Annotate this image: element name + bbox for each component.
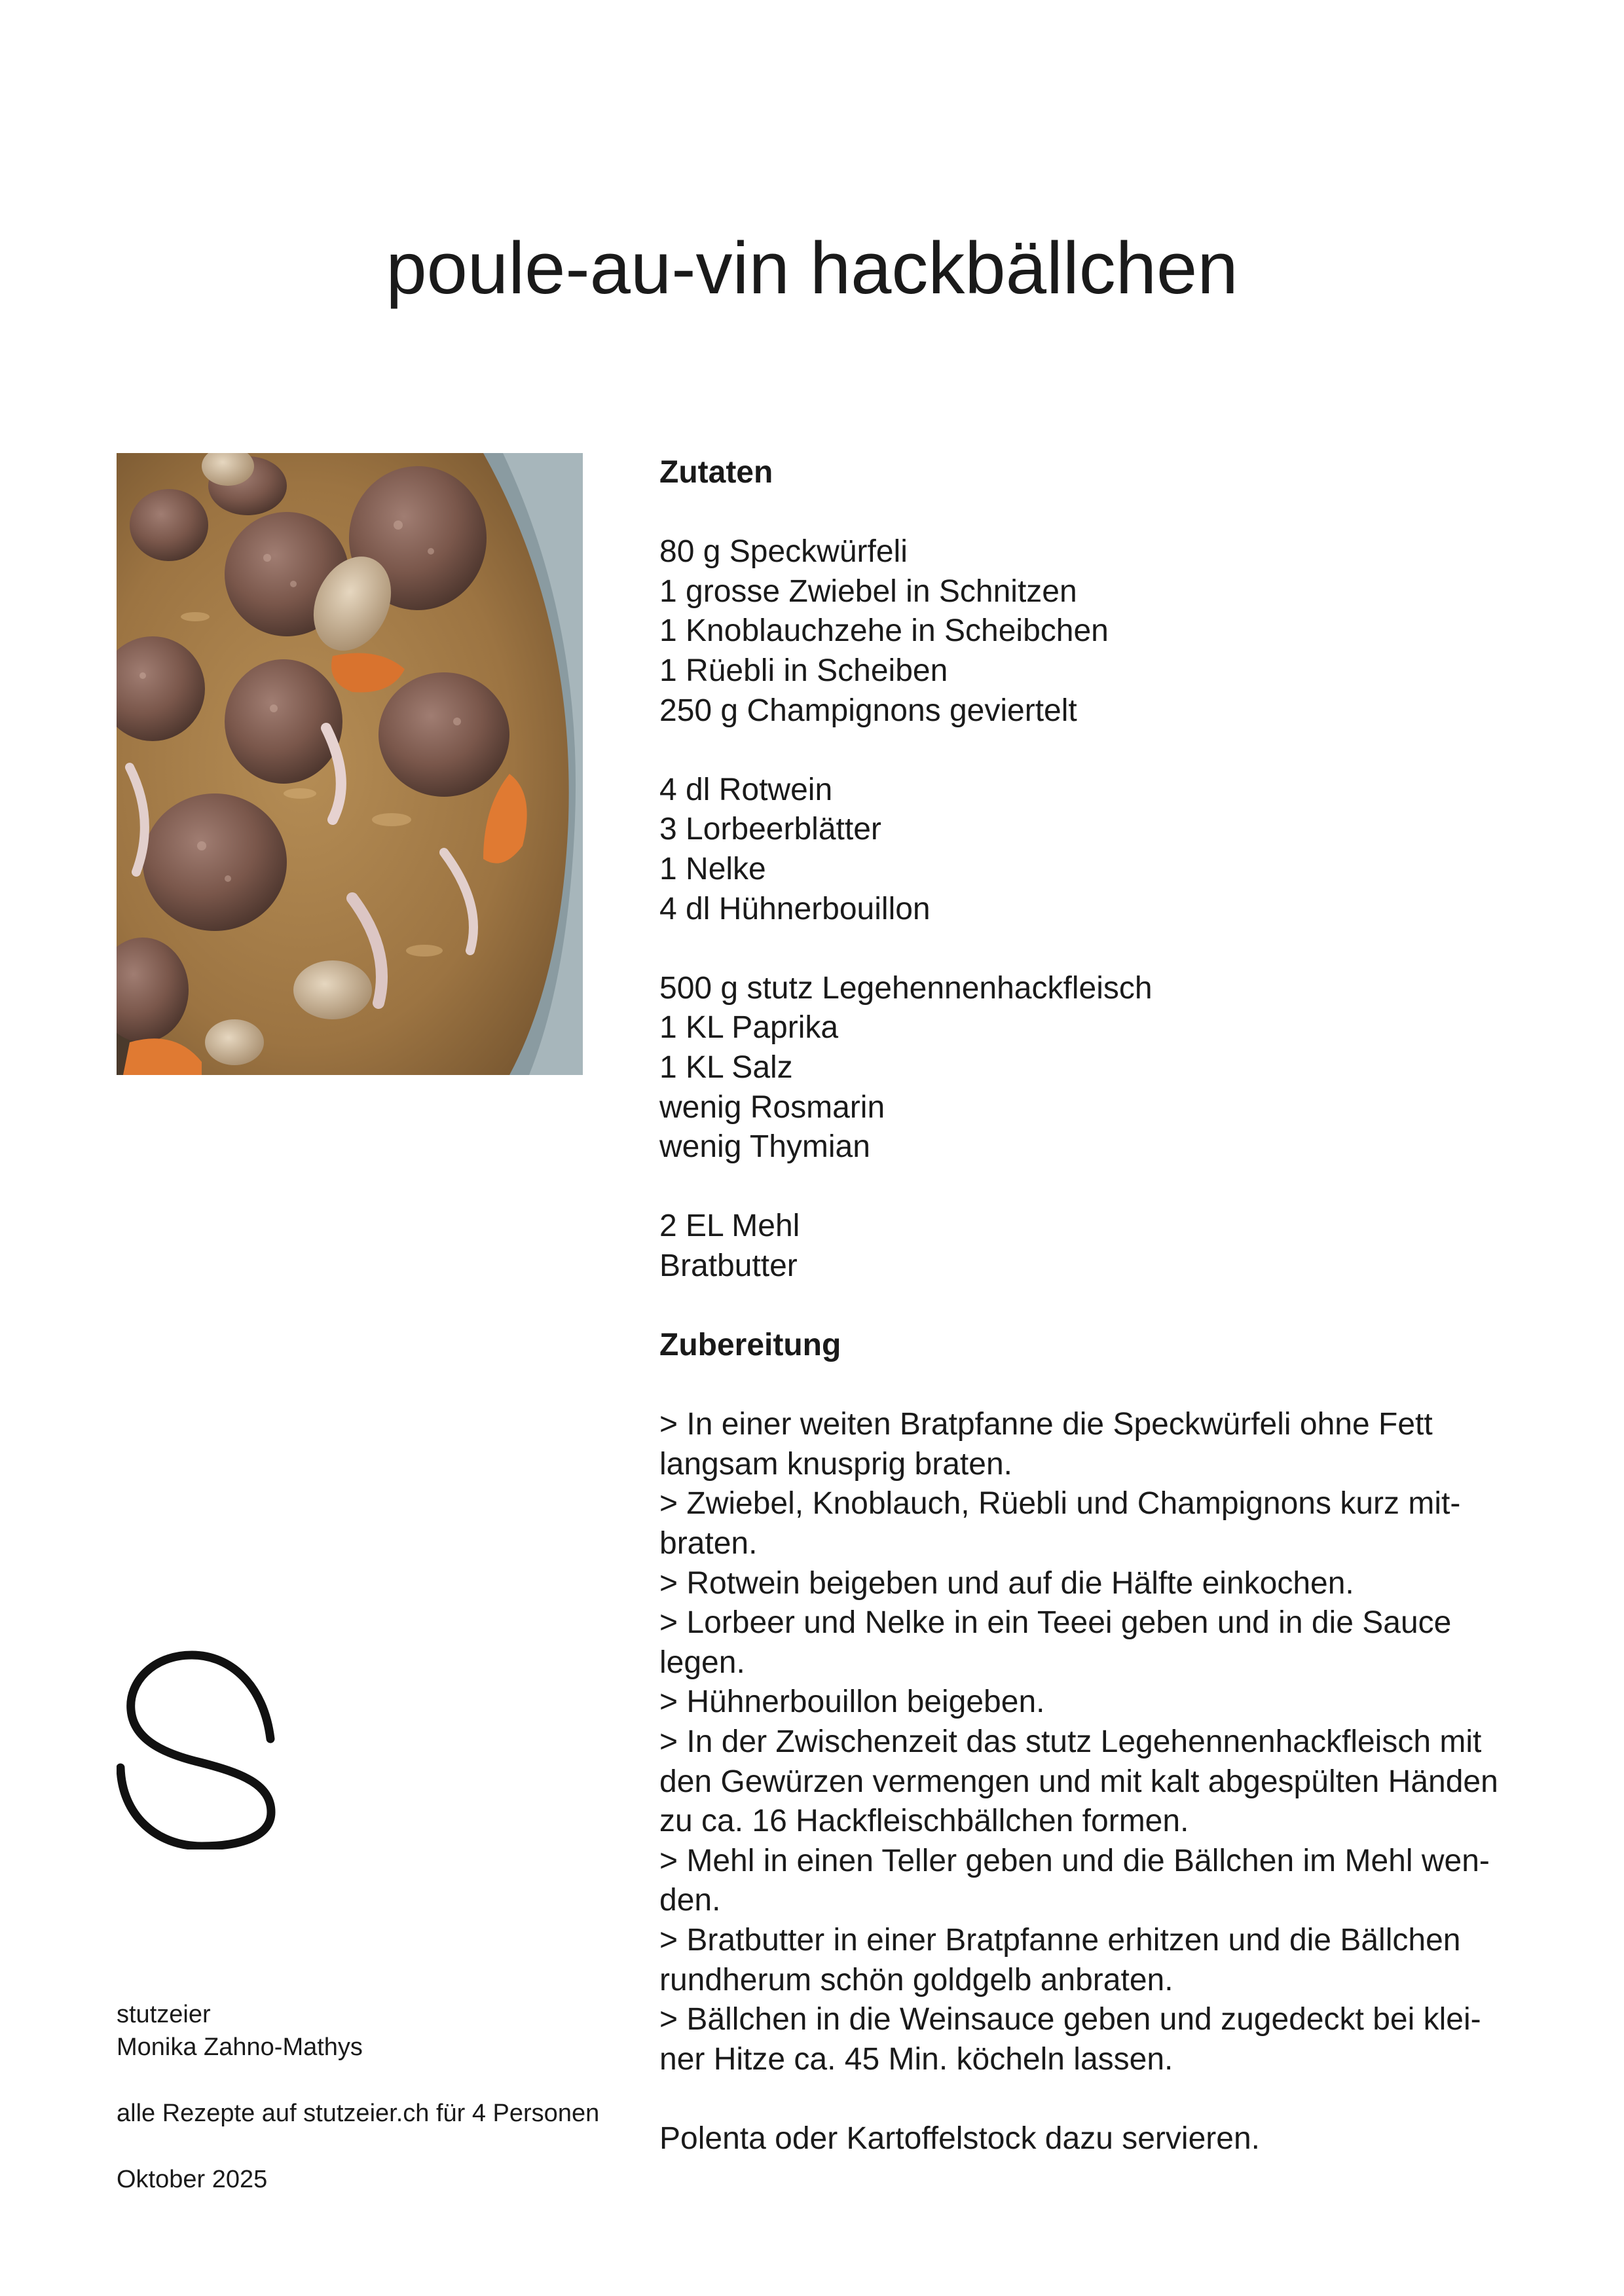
ingredient-item: 4 dl Rotwein bbox=[659, 772, 833, 807]
preparation-line: > Lorbeer und Nelke in ein Teeei geben und in die Sauce bbox=[659, 1605, 1452, 1641]
ingredient-item: 3 Lorbeerblätter bbox=[659, 812, 881, 847]
preparation-line: > Mehl in einen Teller geben und die Bällchen im Mehl wen- bbox=[659, 1843, 1490, 1878]
preparation-line: rundherum schön goldgelb anbraten. bbox=[659, 1962, 1173, 1997]
recipe-title: poule-au-vin hackbällchen bbox=[386, 227, 1238, 309]
footer bbox=[117, 1998, 599, 2196]
ingredient-item: 80 g Speckwürfeli bbox=[659, 534, 908, 570]
preparation-line: > Bratbutter in einer Bratpfanne erhitzen und die Bällchen bbox=[659, 1922, 1461, 1958]
preparation-line: den. bbox=[659, 1883, 721, 1918]
preparation-steps bbox=[659, 1405, 1537, 2079]
meatballs-photo-illustration bbox=[117, 453, 583, 1075]
ingredient-item: 2 EL Mehl bbox=[659, 1209, 800, 1244]
footer-date: Oktober 2025 bbox=[117, 2166, 268, 2193]
recipe-content bbox=[659, 453, 1537, 2159]
ingredients-list bbox=[659, 532, 1537, 1286]
preparation-line: > Bällchen in die Weinsauce geben und zugedeckt bei klei- bbox=[659, 2002, 1481, 2037]
preparation-line: > In einer weiten Bratpfanne die Speckwürfeli ohne Fett bbox=[659, 1407, 1433, 1442]
recipe-photo bbox=[117, 453, 583, 1075]
ingredient-item: wenig Thymian bbox=[659, 1129, 870, 1165]
ingredient-item: 1 KL Salz bbox=[659, 1049, 793, 1085]
preparation-line: > Hühnerbouillon beigeben. bbox=[659, 1685, 1045, 1720]
ingredient-item: wenig Rosmarin bbox=[659, 1089, 885, 1125]
preparation-line: zu ca. 16 Hackfleischbällchen formen. bbox=[659, 1804, 1189, 1839]
preparation-line: legen. bbox=[659, 1645, 745, 1680]
ingredient-group bbox=[659, 532, 1537, 731]
ingredient-group bbox=[659, 771, 1537, 929]
footer-brand: stutzeier bbox=[117, 2001, 211, 2028]
ingredient-group bbox=[659, 969, 1537, 1167]
ingredient-item: 1 grosse Zwiebel in Schnitzen bbox=[659, 574, 1077, 609]
ingredient-item: 1 Knoblauchzehe in Scheibchen bbox=[659, 613, 1109, 649]
preparation-line: > Zwiebel, Knoblauch, Rüebli und Champignons kurz mit- bbox=[659, 1486, 1461, 1522]
footer-author: Monika Zahno-Mathys bbox=[117, 2033, 363, 2061]
preparation-line: den Gewürzen vermengen und mit kalt abgespülten Händen bbox=[659, 1764, 1498, 1799]
preparation-line: ner Hitze ca. 45 Min. köcheln lassen. bbox=[659, 2041, 1173, 2077]
ingredient-item: 4 dl Hühnerbouillon bbox=[659, 891, 931, 926]
preparation-line: braten. bbox=[659, 1526, 758, 1561]
ingredient-item: 1 Rüebli in Scheiben bbox=[659, 653, 948, 688]
ingredient-group bbox=[659, 1207, 1537, 1286]
ingredients-heading: Zutaten bbox=[659, 455, 773, 490]
preparation-line: langsam knusprig braten. bbox=[659, 1446, 1012, 1482]
preparation-line: > Rotwein beigeben und auf die Hälfte einkochen. bbox=[659, 1565, 1354, 1601]
ingredient-item: 500 g stutz Legehennenhackfleisch bbox=[659, 970, 1153, 1006]
ingredient-item: 1 Nelke bbox=[659, 851, 766, 886]
footer-note: alle Rezepte auf stutzeier.ch für 4 Personen bbox=[117, 2100, 600, 2127]
ingredient-item: 250 g Champignons geviertelt bbox=[659, 693, 1077, 728]
preparation-line: > In der Zwischenzeit das stutz Legehennenhackfleisch mit bbox=[659, 1724, 1482, 1759]
preparation-heading: Zubereitung bbox=[659, 1328, 841, 1363]
ingredient-item: Bratbutter bbox=[659, 1248, 798, 1283]
serving-note: Polenta oder Kartoffelstock dazu servieren. bbox=[659, 2121, 1260, 2156]
ingredient-item: 1 KL Paprika bbox=[659, 1010, 839, 1046]
stutzeier-s-logo-icon bbox=[117, 1650, 277, 1850]
